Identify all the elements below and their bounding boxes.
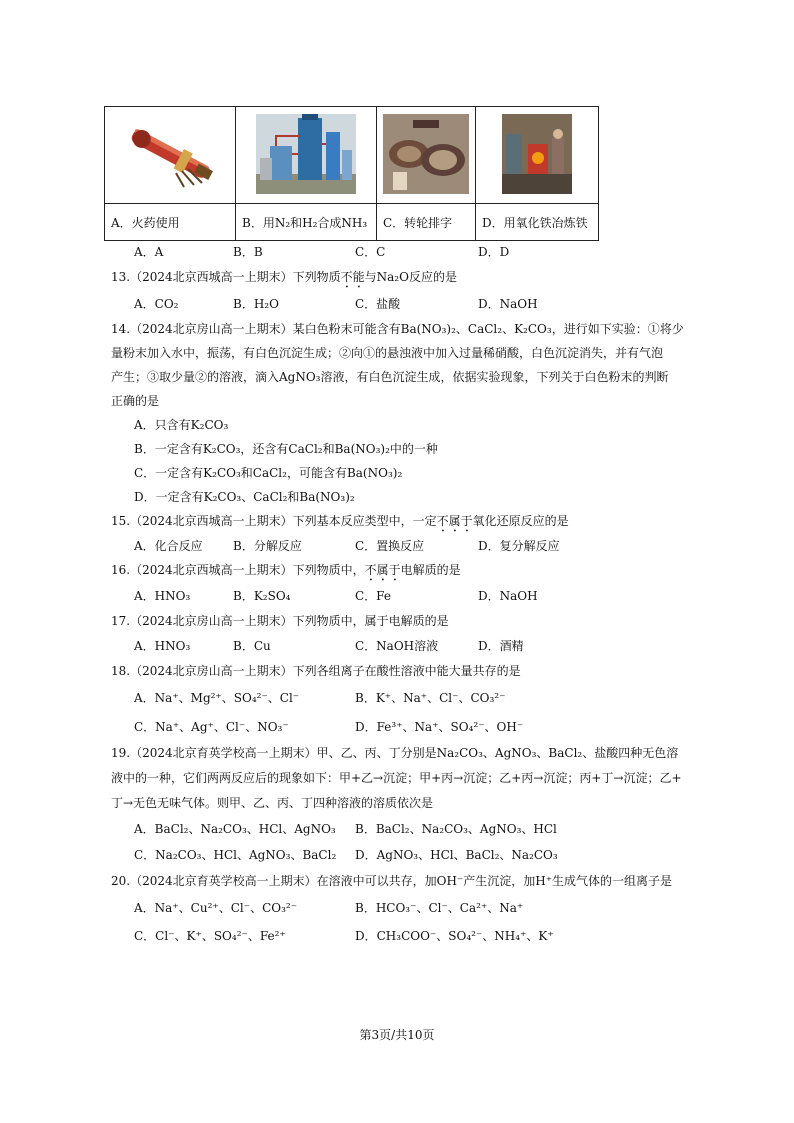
q16-option-b: B．K₂SO₄ <box>233 589 291 603</box>
q17-option-c: C．NaOH溶液 <box>355 639 439 653</box>
q18-option-a: A．Na⁺、Mg²⁺、SO₄²⁻、Cl⁻ <box>134 691 300 705</box>
q18-option-d: D．Fe³⁺、Na⁺、SO₄²⁻、OH⁻ <box>355 720 524 734</box>
q12-option-b: B．B <box>233 245 263 259</box>
q15-option-d: D．复分解反应 <box>478 539 560 553</box>
q13-option-b: B．H₂O <box>233 297 279 311</box>
q15-stem: 15.（2024北京西城高一上期末）下列基本反应类型中，一定不属于氧化还原反应的是 <box>111 514 569 528</box>
caption-d: D．用氧化铁冶炼铁 <box>476 204 599 241</box>
q14-option-b: B．一定含有K₂CO₃，还含有CaCl₂和Ba(NO₃)₂中的一种 <box>134 442 438 456</box>
q17-stem: 17.（2024北京房山高一上期末）下列物质中，属于电解质的是 <box>111 614 449 628</box>
q19-option-c: C．Na₂CO₃、HCl、AgNO₃、BaCl₂ <box>134 848 337 862</box>
q12-option-a: A．A <box>134 245 164 259</box>
iron-smelting-image <box>476 107 599 204</box>
q14-option-d: D．一定含有K₂CO₃、CaCl₂和Ba(NO₃)₂ <box>134 490 355 504</box>
q15-option-c: C．置换反应 <box>355 539 425 553</box>
q14-stem-line-4: 正确的是 <box>111 394 160 408</box>
q13-stem: 13.（2024北京西城高一上期末）下列物质不能与Na₂O反应的是 <box>111 270 457 284</box>
q14-option-a: A．只含有K₂CO₃ <box>134 418 229 432</box>
q14-stem-line-2: 量粉末加入水中，振荡，有白色沉淀生成；②向①的悬浊液中加入过量稀硝酸，白色沉淀消失，并有气泡 <box>111 346 664 360</box>
q13-option-a: A．CO₂ <box>134 297 179 311</box>
q13-option-c: C．盐酸 <box>355 297 401 311</box>
q16-option-d: D．NaOH <box>478 589 538 603</box>
q19-option-a: A．BaCl₂、Na₂CO₃、HCl、AgNO₃ <box>134 822 336 836</box>
q12-option-d: D．D <box>478 245 510 259</box>
q18-stem: 18.（2024北京房山高一上期末）下列各组离子在酸性溶液中能大量共存的是 <box>111 664 521 678</box>
page-footer: 第3页/共10页 <box>359 1028 435 1042</box>
q14-stem-line-3: 产生；③取少量②的溶液，滴入AgNO₃溶液，有白色沉淀生成，依据实验现象，下列关于白色粉末的判断 <box>111 370 669 384</box>
q20-option-c: C．Cl⁻、K⁺、SO₄²⁻、Fe²⁺ <box>134 929 286 943</box>
q18-option-c: C．Na⁺、Ag⁺、Cl⁻、NO₃⁻ <box>134 720 289 734</box>
q20-option-d: D．CH₃COO⁻、SO₄²⁻、NH₄⁺、K⁺ <box>355 929 554 943</box>
q19-option-b: B．BaCl₂、Na₂CO₃、AgNO₃、HCl <box>355 822 557 836</box>
q19-stem-line-1: 19.（2024北京育英学校高一上期末）甲、乙、丙、丁分别是Na₂CO₃、AgNO₃、BaCl₂、盐酸四种无色溶 <box>111 746 679 760</box>
gunpowder-image <box>105 107 236 204</box>
q16-option-a: A．HNO₃ <box>134 589 191 603</box>
q15-option-b: B．分解反应 <box>233 539 302 553</box>
q20-stem: 20.（2024北京育英学校高一上期末）在溶液中可以共存，加OH⁻产生沉淀，加H⁺生成气体的一组离子是 <box>111 874 673 888</box>
q17-option-d: D．酒精 <box>478 639 524 653</box>
q18-option-b: B．K⁺、Na⁺、Cl⁻、CO₃²⁻ <box>355 691 506 705</box>
q19-option-d: D．AgNO₃、HCl、BaCl₂、Na₂CO₃ <box>355 848 558 862</box>
q17-option-a: A．HNO₃ <box>134 639 191 653</box>
q16-option-c: C．Fe <box>355 589 391 603</box>
q17-option-b: B．Cu <box>233 639 271 653</box>
q12-picture-table <box>104 106 599 241</box>
q19-stem-line-3: 丁→无色无味气体。则甲、乙、丙、丁四种溶液的溶质依次是 <box>111 796 434 810</box>
ammonia-plant-image <box>236 107 377 204</box>
q14-option-c: C．一定含有K₂CO₃和CaCl₂，可能含有Ba(NO₃)₂ <box>134 466 403 480</box>
q12-option-c: C．C <box>355 245 386 259</box>
q20-option-a: A．Na⁺、Cu²⁺、Cl⁻、CO₃²⁻ <box>134 901 298 915</box>
q20-option-b: B．HCO₃⁻、Cl⁻、Ca²⁺、Na⁺ <box>355 901 524 915</box>
q13-option-d: D．NaOH <box>478 297 538 311</box>
q16-stem: 16.（2024北京西城高一上期末）下列物质中，不属于电解质的是 <box>111 563 461 577</box>
movable-type-image <box>377 107 476 204</box>
caption-c: C．转轮排字 <box>377 204 476 241</box>
caption-b: B．用N₂和H₂合成NH₃ <box>236 204 377 241</box>
caption-a: A．火药使用 <box>105 204 236 241</box>
q15-option-a: A．化合反应 <box>134 539 203 553</box>
q14-stem-line-1: 14.（2024北京房山高一上期末）某白色粉末可能含有Ba(NO₃)₂、CaCl₂、K₂CO₃，进行如下实验：①将少 <box>111 322 684 336</box>
q19-stem-line-2: 液中的一种，它们两两反应后的现象如下：甲+乙→沉淀；甲+丙→沉淀；乙+丙→沉淀；丙+丁→沉淀；乙+ <box>111 771 682 785</box>
